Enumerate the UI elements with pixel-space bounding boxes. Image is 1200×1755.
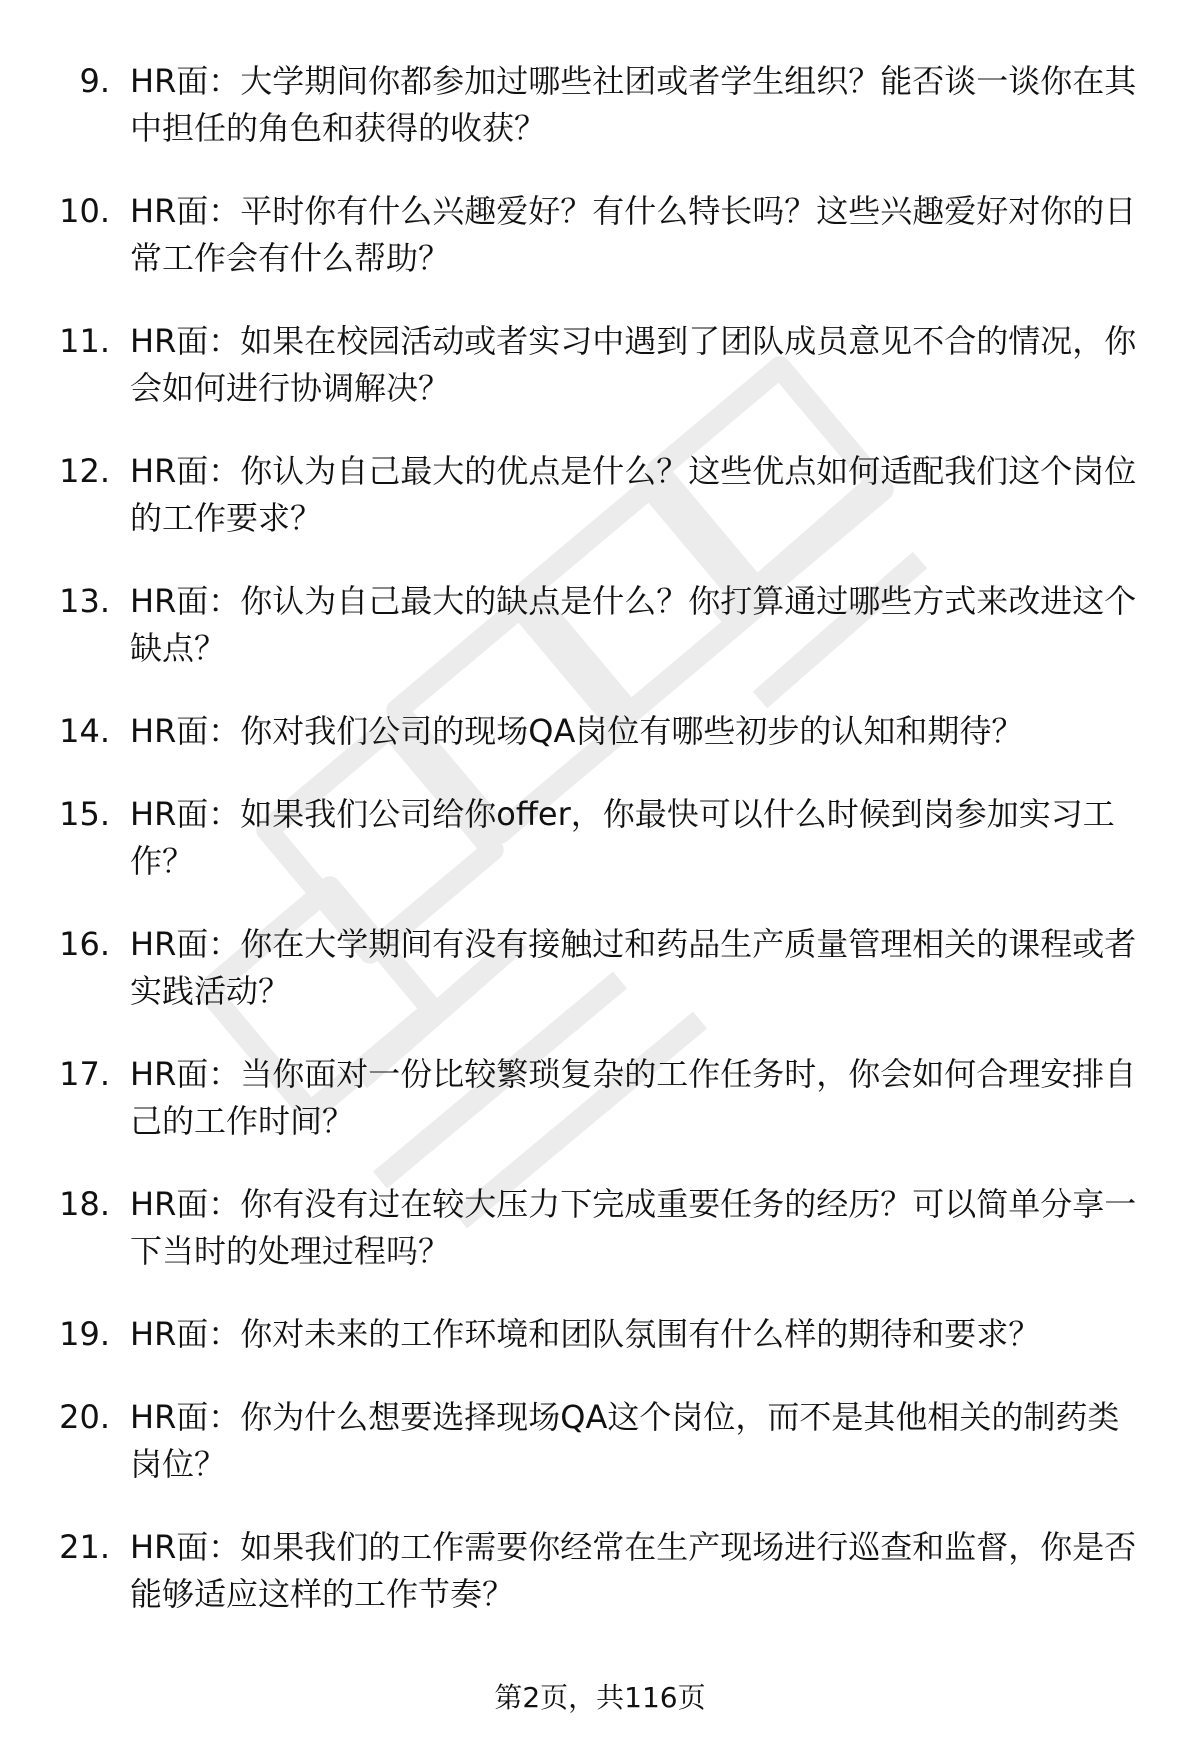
item-text: HR面：你在大学期间有没有接触过和药品生产质量管理相关的课程或者实践活动？ <box>130 925 1137 1010</box>
item-text: HR面：如果在校园活动或者实习中遇到了团队成员意见不合的情况，你会如何进行协调解决？ <box>130 322 1137 407</box>
list-item <box>50 188 1150 282</box>
list-item <box>50 791 1150 885</box>
list-item <box>50 1311 1150 1358</box>
item-text: HR面：你对我们公司的现场QA岗位有哪些初步的认知和期待？ <box>130 712 1024 750</box>
item-text: HR面：大学期间你都参加过哪些社团或者学生组织？能否谈一谈你在其中担任的角色和获得的收获？ <box>130 62 1137 147</box>
list-item <box>50 318 1150 412</box>
item-number: 19. <box>59 1315 110 1353</box>
item-number: 13. <box>59 582 110 620</box>
question-list <box>50 58 1150 1654</box>
page-number: 第2页，共116页 <box>494 1681 706 1714</box>
list-item <box>50 1524 1150 1618</box>
item-number: 16. <box>59 925 110 963</box>
list-item <box>50 921 1150 1015</box>
list-item <box>50 1051 1150 1145</box>
item-number: 10. <box>59 192 110 230</box>
item-text: HR面：当你面对一份比较繁琐复杂的工作任务时，你会如何合理安排自己的工作时间？ <box>130 1055 1137 1140</box>
item-text: HR面：你对未来的工作环境和团队氛围有什么样的期待和要求？ <box>130 1315 1041 1353</box>
list-item <box>50 448 1150 542</box>
list-item <box>50 58 1150 152</box>
item-text: HR面：如果我们公司给你offer，你最快可以什么时候到岗参加实习工作？ <box>130 795 1115 880</box>
item-number: 12. <box>59 452 110 490</box>
item-text: HR面：如果我们的工作需要你经常在生产现场进行巡查和监督，你是否能够适应这样的工作节奏？ <box>130 1528 1137 1613</box>
item-number: 18. <box>59 1185 110 1223</box>
item-text: HR面：你有没有过在较大压力下完成重要任务的经历？可以简单分享一下当时的处理过程吗？ <box>130 1185 1137 1270</box>
page-footer <box>0 1678 1200 1718</box>
item-text: HR面：你为什么想要选择现场QA这个岗位，而不是其他相关的制药类岗位？ <box>130 1398 1120 1483</box>
list-item <box>50 708 1150 755</box>
item-number: 11. <box>59 322 110 360</box>
item-number: 20. <box>59 1398 110 1436</box>
item-text: HR面：平时你有什么兴趣爱好？有什么特长吗？这些兴趣爱好对你的日常工作会有什么帮助？ <box>130 192 1137 277</box>
item-number: 17. <box>59 1055 110 1093</box>
list-item <box>50 1181 1150 1275</box>
list-item <box>50 578 1150 672</box>
item-number: 21. <box>59 1528 110 1566</box>
item-text: HR面：你认为自己最大的缺点是什么？你打算通过哪些方式来改进这个缺点？ <box>130 582 1137 667</box>
item-number: 9. <box>79 62 110 100</box>
list-item <box>50 1394 1150 1488</box>
item-number: 15. <box>59 795 110 833</box>
item-text: HR面：你认为自己最大的优点是什么？这些优点如何适配我们这个岗位的工作要求？ <box>130 452 1137 537</box>
item-number: 14. <box>59 712 110 750</box>
